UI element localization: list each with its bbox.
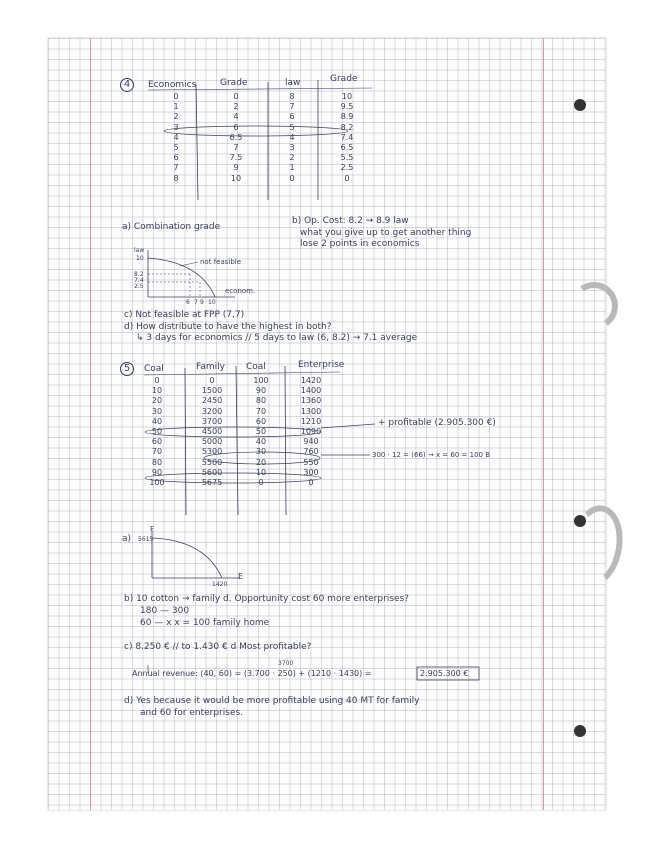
table-cell: 8 [289, 92, 295, 101]
table-cell: 3 [173, 122, 179, 132]
table-cell: 7.4 [340, 132, 354, 142]
table-cell: 100 [149, 477, 165, 487]
q5-part-c-result: 2.905.300 € [420, 669, 469, 678]
q4-graph-ytick: 10 [136, 255, 144, 262]
q5-part-c1: c) 8.250 € // to 1.430 € d Most profitable? [124, 642, 312, 652]
table-cell: 4 [173, 132, 179, 142]
table-cell: 30 [151, 406, 163, 416]
table-cell: 0 [154, 376, 160, 385]
table-cell: 760 [303, 447, 319, 457]
table-cell: 1 [289, 163, 295, 173]
q5-graph-ytick: 5615 [138, 536, 154, 543]
q4-graph-xtick: 6 [186, 299, 190, 306]
table-cell: 2 [289, 153, 295, 163]
q4-part-c: c) Not feasible at FPP (7,7) [124, 310, 245, 320]
table-cell: 3 [289, 142, 295, 152]
table-cell: 6 [173, 153, 179, 163]
q5-col-family [194, 376, 230, 488]
table-cell: 50 [255, 426, 267, 436]
q5-col-enterprise [296, 376, 326, 488]
table-cell: 8.2 [340, 122, 354, 132]
table-cell: 1 [173, 102, 179, 112]
table-cell: 940 [303, 437, 319, 447]
table-cell: 100 [253, 376, 269, 385]
table-cell: 20 [255, 457, 267, 467]
table-cell: 5 [173, 142, 179, 152]
table-cell: 60 [255, 416, 267, 426]
table-cell: 5000 [201, 437, 223, 447]
q5-header-coal1: Coal [144, 364, 164, 374]
table-cell: 3200 [201, 406, 223, 416]
table-cell: 4 [233, 112, 239, 122]
table-cell: 1210 [300, 416, 322, 426]
table-cell: 7 [289, 102, 295, 112]
table-cell: 60 [151, 437, 163, 447]
table-cell: 70 [255, 406, 267, 416]
q4-graph-xtick: 7 [194, 299, 198, 306]
table-cell: 10 [255, 467, 267, 477]
table-cell: 90 [151, 467, 163, 477]
table-cell: 7 [173, 163, 179, 173]
q4-header-law: law [285, 78, 301, 88]
q4-header-economics: Economics [148, 80, 197, 90]
q4-part-d2: ↳ 3 days for economics // 5 days to law (6, 8.2) → 7.1 average [136, 333, 418, 343]
table-cell: 0 [173, 92, 179, 101]
table-cell: 70 [151, 447, 163, 457]
table-cell: 6 [289, 112, 295, 122]
table-cell: 20 [151, 396, 163, 406]
table-cell: 0 [233, 92, 239, 101]
q5-note-calc: 300 · 12 = (66) → x = 60 = 100 B [372, 451, 491, 459]
table-cell: 5 [289, 122, 295, 132]
table-cell: 6.5 [229, 132, 243, 142]
q4-graph-xtick: 9 [200, 299, 204, 306]
table-cell: 9.5 [340, 102, 354, 112]
table-cell: 90 [255, 386, 267, 396]
q5-graph-xaxis-label: E [238, 572, 244, 581]
q4-graph-ytick: 8.2 [134, 271, 144, 278]
table-cell: 6.5 [340, 142, 354, 152]
table-cell: 40 [151, 416, 163, 426]
table-cell: 6 [233, 122, 239, 132]
q5-col-coal2 [248, 376, 274, 488]
q5-note-profitable: + profitable (2.905.300 €) [378, 418, 496, 428]
table-cell: 2.5 [340, 163, 354, 173]
table-cell: 0 [344, 173, 350, 183]
table-cell: 0 [289, 173, 295, 183]
q4-graph-xtick: 10 [208, 299, 216, 306]
q5-col-coal1 [146, 376, 168, 488]
table-cell: 4 [289, 132, 295, 142]
table-cell: 1360 [300, 396, 322, 406]
table-cell: 5500 [201, 457, 223, 467]
table-cell: 10 [151, 386, 163, 396]
q4-part-a: a) Combination grade [122, 222, 221, 232]
q4-graph-ylabel: law [134, 247, 145, 254]
q4-number: 4 [120, 78, 134, 92]
table-cell: 5675 [201, 477, 223, 487]
q4-graph-ytick: 7.4 [134, 277, 144, 284]
q5-part-c-top: 3700 [278, 660, 294, 667]
q5-part-a: a) [122, 534, 132, 544]
q4-header-grade2: Grade [330, 74, 358, 84]
table-cell: 5600 [201, 467, 223, 477]
table-cell: 7.5 [229, 153, 243, 163]
table-cell: 8 [173, 173, 179, 183]
table-cell: 1090 [300, 426, 322, 436]
table-cell: 50 [151, 426, 163, 436]
q5-header-family: Family [196, 362, 225, 372]
table-cell: 0 [209, 376, 215, 385]
q5-part-d1: d) Yes because it would be more profitable using 40 MT for family [124, 696, 420, 706]
table-cell: 10 [230, 173, 242, 183]
q4-part-b2: what you give up to get another thing [300, 228, 472, 238]
table-cell: 2 [233, 102, 239, 112]
table-cell: 9 [233, 163, 239, 173]
table-cell: 300 [303, 467, 319, 477]
q5-part-d2: and 60 for enterprises. [140, 708, 244, 718]
table-cell: 80 [255, 396, 267, 406]
table-cell: 5300 [201, 447, 223, 457]
table-cell: 3700 [201, 416, 223, 426]
q4-part-b3: lose 2 points in economics [300, 239, 420, 249]
q5-graph-ylabel: F [150, 525, 155, 533]
table-cell: 7 [233, 142, 239, 152]
q5-header-enterprise: Enterprise [298, 360, 345, 370]
table-cell: 4500 [201, 426, 223, 436]
table-cell: 30 [255, 447, 267, 457]
table-cell: 2450 [201, 396, 223, 406]
table-cell: 1400 [300, 386, 322, 396]
table-cell: 40 [255, 437, 267, 447]
table-cell: 0 [258, 477, 264, 487]
q5-part-b3: 60 — x x = 100 family home [140, 618, 270, 628]
q5-number: 5 [120, 362, 134, 376]
table-cell: 80 [151, 457, 163, 467]
q4-part-b1: b) Op. Cost: 8.2 → 8.9 law [292, 216, 409, 226]
table-cell: 5.5 [340, 153, 354, 163]
table-cell: 8.9 [340, 112, 354, 122]
q4-graph-ytick: 2.5 [134, 283, 144, 290]
q5-part-b1: b) 10 cotton → family d. Opportunity cost 60 more enterprises? [124, 594, 409, 604]
table-cell: 10 [341, 92, 353, 101]
q5-graph-xtick: 1420 [212, 581, 228, 588]
q4-graph-feasible-label: not feasible [200, 258, 242, 266]
table-cell: 1420 [300, 376, 322, 385]
table-cell: 0 [308, 477, 314, 487]
q5-part-c2: Annual revenue: (40, 60) = (3.700 · 250) + (1210 · 1430) = [132, 669, 372, 678]
q5-header-coal2: Coal [246, 362, 266, 372]
q4-part-d1: d) How distribute to have the highest in both? [124, 322, 332, 332]
table-cell: 1300 [300, 406, 322, 416]
table-cell: 550 [303, 457, 319, 467]
q5-part-b2: 180 — 300 [140, 606, 190, 616]
table-cell: 2 [173, 112, 179, 122]
table-cell: 1500 [201, 386, 223, 396]
q4-header-grade1: Grade [220, 78, 248, 88]
q4-graph-xaxis-label: econom. [225, 287, 256, 295]
